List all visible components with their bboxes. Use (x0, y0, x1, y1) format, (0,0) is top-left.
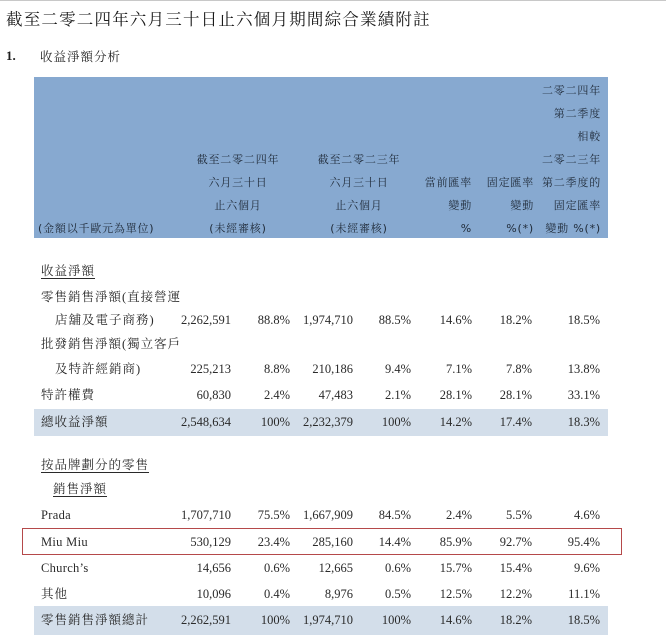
header-2023-line4: (未經審核) (330, 222, 388, 235)
q2-constant-fx-change: 18.5% (567, 613, 600, 627)
constant-fx-change: 15.4% (499, 561, 532, 575)
q2-constant-fx-change: 13.8% (567, 362, 600, 376)
value-2024: 2,262,591 (181, 613, 231, 627)
header-2024-line1: 截至二零二四年 (196, 153, 280, 166)
constant-fx-change: 28.1% (499, 388, 532, 402)
page-title: 截至二零二四年六月三十日止六個月期間綜合業績附註 (6, 10, 431, 29)
header-constant-fx-line3: %(*) (506, 222, 534, 235)
q2-constant-fx-change: 11.1% (568, 587, 600, 601)
pct-2024: 0.6% (263, 561, 290, 575)
header-q2-line2: 第二季度 (553, 107, 601, 120)
brand-sales-heading-line2: 銷售淨額 (53, 482, 108, 496)
row-label: 店舖及電子商務) (55, 313, 155, 327)
value-2023: 285,160 (312, 535, 353, 549)
header-q2-line7: 變動 %(*) (545, 222, 601, 235)
current-fx-change: 28.1% (439, 388, 472, 402)
q2-constant-fx-change: 18.5% (567, 313, 600, 327)
pct-2024: 75.5% (257, 508, 290, 522)
header-constant-fx-line1: 固定匯率 (486, 176, 534, 189)
current-fx-change: 7.1% (445, 362, 472, 376)
value-2024: 225,213 (190, 362, 231, 376)
header-2023-line1: 截至二零二三年 (317, 153, 401, 166)
pct-2024: 0.4% (263, 587, 290, 601)
q2-constant-fx-change: 95.4% (567, 535, 600, 549)
header-current-fx-line1: 當前匯率 (424, 176, 472, 189)
value-2023: 8,976 (324, 587, 353, 601)
q2-constant-fx-change: 4.6% (573, 508, 600, 522)
value-2024: 2,262,591 (181, 313, 231, 327)
current-fx-change: 2.4% (445, 508, 472, 522)
section-title: 收益淨額分析 (40, 49, 122, 64)
pct-2023: 0.5% (384, 587, 411, 601)
row-label: 及特許經銷商) (55, 362, 142, 376)
pct-2024: 8.8% (263, 362, 290, 376)
row-label: Prada (41, 508, 71, 522)
header-q2-line3: 相較 (577, 130, 601, 143)
pct-2023: 14.4% (378, 535, 411, 549)
pct-2024: 88.8% (257, 313, 290, 327)
constant-fx-change: 12.2% (499, 587, 532, 601)
row-label: Church’s (41, 561, 89, 575)
pct-2023: 100% (381, 415, 411, 429)
net-revenues-heading: 收益淨額 (41, 264, 96, 278)
current-fx-change: 14.6% (439, 613, 472, 627)
row-label: 零售銷售淨額總計 (41, 613, 150, 627)
pct-2024: 100% (260, 415, 290, 429)
value-2023: 12,665 (318, 561, 353, 575)
header-constant-fx-line2: 變動 (510, 199, 534, 212)
row-label: 總收益淨額 (41, 415, 109, 429)
current-fx-change: 14.6% (439, 313, 472, 327)
constant-fx-change: 17.4% (499, 415, 532, 429)
value-2023: 2,232,379 (303, 415, 353, 429)
current-fx-change: 85.9% (439, 535, 472, 549)
value-2023: 1,974,710 (303, 613, 353, 627)
constant-fx-change: 5.5% (505, 508, 532, 522)
pct-2024: 23.4% (257, 535, 290, 549)
brand-sales-heading: 按品牌劃分的零售 (41, 458, 150, 472)
header-q2-line4: 二零二三年 (542, 153, 601, 166)
value-2023: 1,667,909 (303, 508, 353, 522)
q2-constant-fx-change: 9.6% (573, 561, 600, 575)
constant-fx-change: 18.2% (499, 313, 532, 327)
header-2024-line4: (未經審核) (209, 222, 267, 235)
value-2024: 1,707,710 (181, 508, 231, 522)
current-fx-change: 14.2% (439, 415, 472, 429)
value-2024: 2,548,634 (181, 415, 231, 429)
header-current-fx-line2: 變動 (448, 199, 472, 212)
value-2024: 60,830 (196, 388, 231, 402)
value-2024: 14,656 (196, 561, 231, 575)
pct-2023: 2.1% (384, 388, 411, 402)
q2-constant-fx-change: 18.3% (567, 415, 600, 429)
row-label: 其他 (41, 587, 69, 601)
pct-2024: 100% (260, 613, 290, 627)
header-2023-line2: 六月三十日 (329, 176, 389, 189)
value-2023: 1,974,710 (303, 313, 353, 327)
pct-2023: 88.5% (378, 313, 411, 327)
constant-fx-change: 92.7% (499, 535, 532, 549)
value-2024: 10,096 (196, 587, 231, 601)
row-label: 零售銷售淨額(直接營運 (41, 290, 182, 304)
value-2023: 47,483 (318, 388, 353, 402)
row-label: 批發銷售淨額(獨立客戶 (41, 337, 182, 351)
pct-2023: 9.4% (384, 362, 411, 376)
constant-fx-change: 18.2% (499, 613, 532, 627)
value-2024: 530,129 (190, 535, 231, 549)
unit-label: (金額以千歐元為單位) (38, 222, 155, 235)
row-label: 特許權費 (41, 388, 96, 402)
header-2024-line2: 六月三十日 (208, 176, 268, 189)
pct-2023: 84.5% (378, 508, 411, 522)
pct-2024: 2.4% (263, 388, 290, 402)
top-border (0, 0, 666, 1)
header-q2-line5: 第二季度的 (542, 176, 601, 189)
header-current-fx-line3: % (460, 222, 472, 235)
pct-2023: 0.6% (384, 561, 411, 575)
header-2023-line3: 止六個月 (335, 199, 383, 212)
q2-constant-fx-change: 33.1% (567, 388, 600, 402)
current-fx-change: 12.5% (439, 587, 472, 601)
row-label: Miu Miu (41, 535, 88, 549)
current-fx-change: 15.7% (439, 561, 472, 575)
header-2024-line3: 止六個月 (214, 199, 262, 212)
header-q2-line1: 二零二四年 (542, 84, 601, 97)
header-q2-line6: 固定匯率 (553, 199, 601, 212)
constant-fx-change: 7.8% (505, 362, 532, 376)
section-number: 1. (6, 48, 16, 63)
pct-2023: 100% (381, 613, 411, 627)
value-2023: 210,186 (312, 362, 353, 376)
